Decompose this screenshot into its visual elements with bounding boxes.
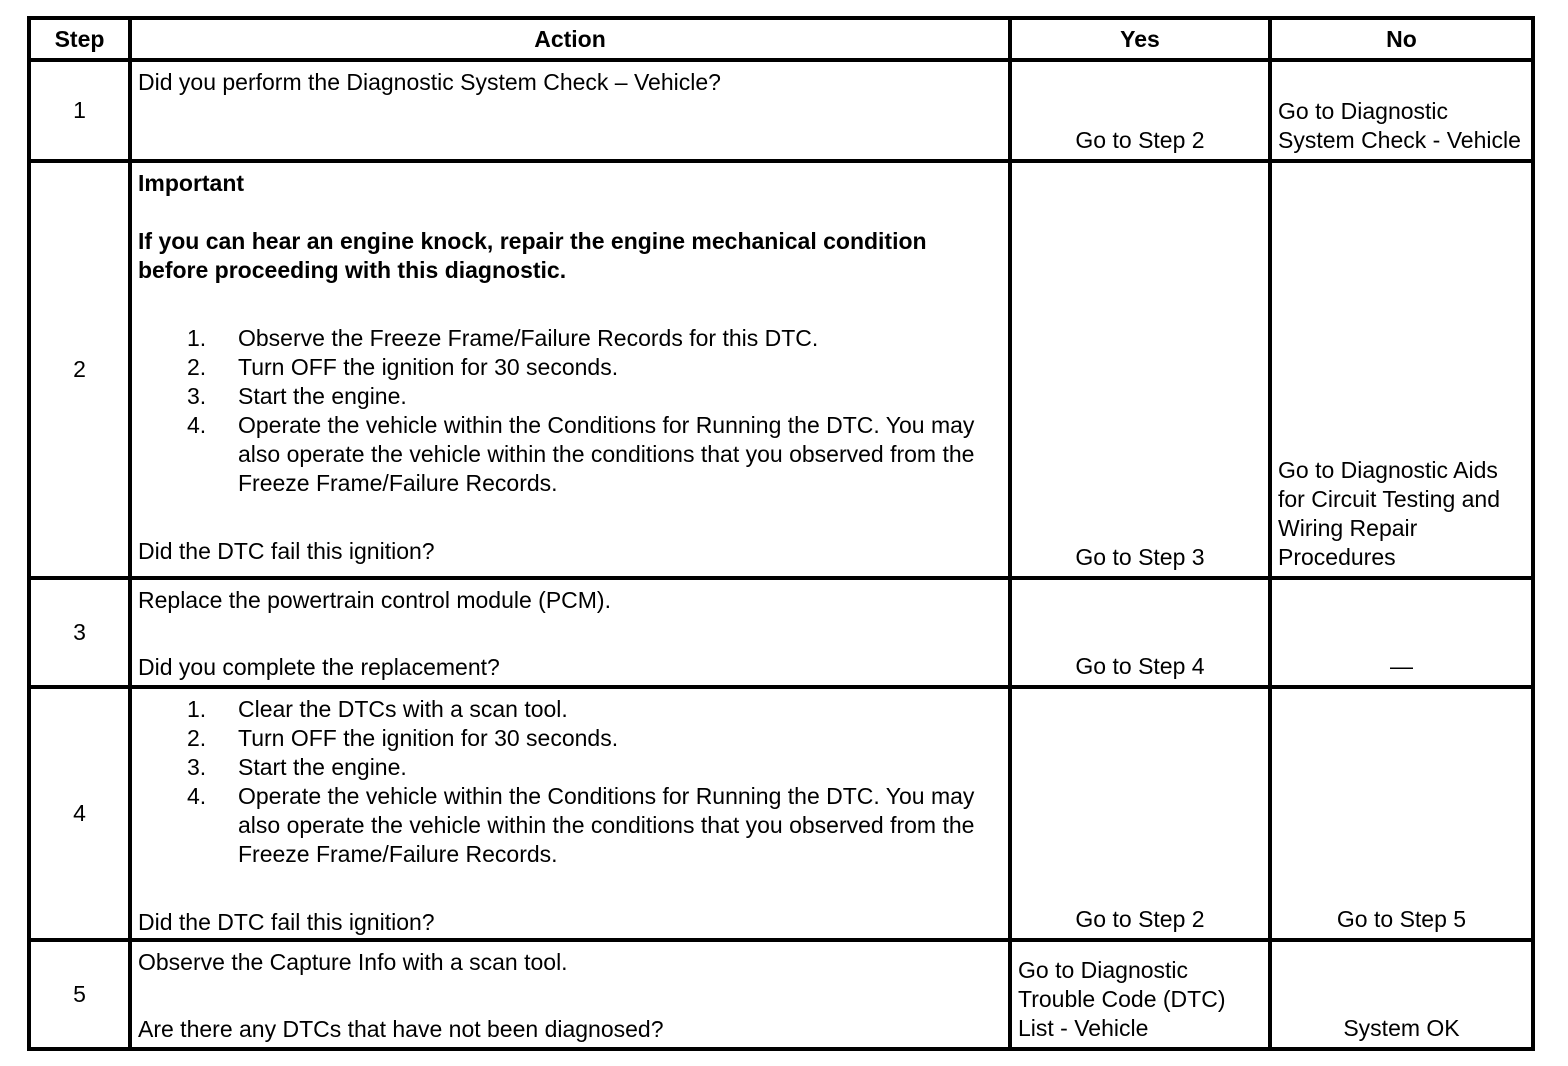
yes-cell: Go to Diagnostic Trouble Code (DTC) List - Vehicle [1010, 940, 1270, 1049]
no-cell: Go to Step 5 [1270, 687, 1533, 940]
yes-cell: Go to Step 3 [1010, 161, 1270, 578]
important-text: If you can hear an engine knock, repair the engine mechanical condition before proceeding with this diagnostic. [138, 228, 927, 283]
list-item: 2. Turn OFF the ignition for 30 seconds. [187, 354, 619, 380]
important-title: Important [138, 170, 245, 196]
step-number: 2 [29, 161, 130, 578]
list-item: 1. Observe the Freeze Frame/Failure Records for this DTC. [187, 325, 819, 351]
no-cell: Go to Diagnostic Aids for Circuit Testing and Wiring Repair Procedures [1270, 161, 1533, 578]
action-question: Did the DTC fail this ignition? [138, 909, 435, 935]
action-question: Did you perform the Diagnostic System Check – Vehicle? [138, 69, 721, 95]
action-cell [130, 940, 1010, 1049]
header-yes: Yes [1010, 18, 1270, 60]
step-number: 5 [29, 940, 130, 1049]
action-question: Did the DTC fail this ignition? [138, 538, 435, 564]
list-item: 4. Operate the vehicle within the Conditions for Running the DTC. You may also operate the vehicle within the conditions that you observed from the Freeze Frame/Failure Records. [187, 412, 975, 496]
table-row-step-1 [29, 60, 1533, 161]
no-cell: System OK [1270, 940, 1533, 1049]
list-item: 3. Start the engine. [187, 754, 407, 780]
action-question: Are there any DTCs that have not been diagnosed? [138, 1016, 664, 1042]
action-cell [130, 161, 1010, 578]
yes-cell: Go to Step 2 [1010, 60, 1270, 161]
step-number: 4 [29, 687, 130, 940]
list-item: 1. Clear the DTCs with a scan tool. [187, 696, 568, 722]
header-action: Action [130, 18, 1010, 60]
diagnostic-table-sheet [27, 16, 1531, 1051]
step-number: 1 [29, 60, 130, 161]
list-item: 2. Turn OFF the ignition for 30 seconds. [187, 725, 619, 751]
action-instruction: Replace the powertrain control module (PCM). [138, 587, 611, 613]
yes-cell: Go to Step 4 [1010, 578, 1270, 687]
action-cell [130, 687, 1010, 940]
no-cell: — [1270, 578, 1533, 687]
action-cell [130, 60, 1010, 161]
header-step: Step [29, 18, 130, 60]
list-item: 4. Operate the vehicle within the Conditions for Running the DTC. You may also operate the vehicle within the conditions that you observed from the Freeze Frame/Failure Records. [187, 783, 975, 867]
substep-list [138, 324, 1002, 498]
header-row [29, 18, 1533, 60]
diagnostic-table [27, 16, 1535, 1051]
table-row-step-3 [29, 578, 1533, 687]
action-instruction: Observe the Capture Info with a scan tool. [138, 949, 568, 975]
table-row-step-4 [29, 687, 1533, 940]
table-row-step-5 [29, 940, 1533, 1049]
no-cell: Go to Diagnostic System Check - Vehicle [1270, 60, 1533, 161]
yes-cell: Go to Step 2 [1010, 687, 1270, 940]
action-question: Did you complete the replacement? [138, 654, 500, 680]
list-item: 3. Start the engine. [187, 383, 407, 409]
action-cell [130, 578, 1010, 687]
header-no: No [1270, 18, 1533, 60]
step-number: 3 [29, 578, 130, 687]
table-row-step-2 [29, 161, 1533, 578]
substep-list [138, 695, 1002, 869]
